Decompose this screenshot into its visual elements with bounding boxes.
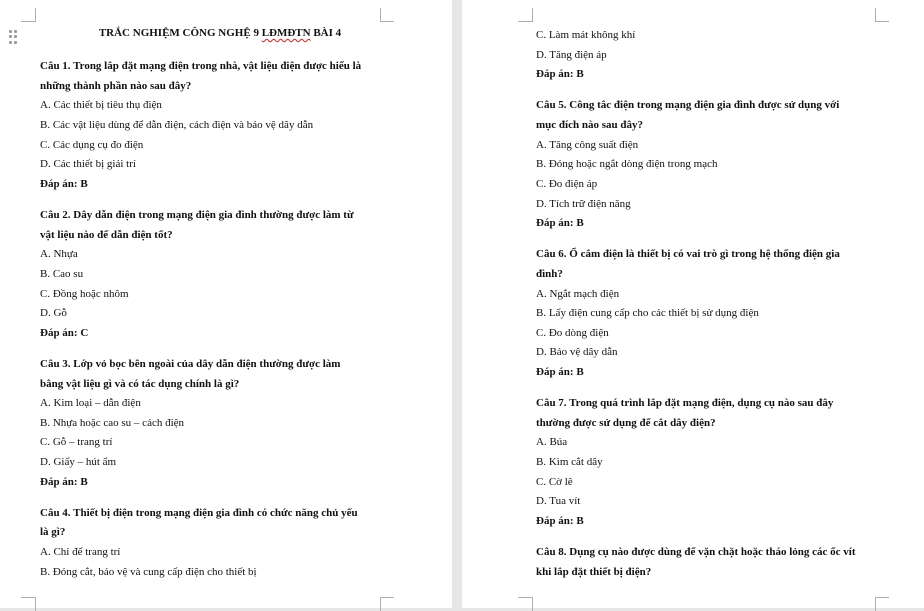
question-1-text: những thành phần nào sau đây? [40, 80, 192, 92]
question-2-option-c: C. Đồng hoặc nhôm [40, 288, 129, 300]
question-4-option-b: B. Đóng cắt, bảo vệ và cung cấp điện cho thiết bị [40, 566, 257, 578]
question-6-option-d: D. Bảo vệ dây dẫn [536, 346, 618, 358]
crop-mark [532, 597, 533, 611]
question-7-text: Câu 7. Trong quá trình lắp đặt mạng điện, dụng cụ nào sau đây [536, 397, 834, 409]
question-2-answer: Đáp án: C [40, 327, 89, 339]
question-3-option-a: A. Kim loại – dẫn điện [40, 397, 141, 409]
crop-mark [875, 8, 876, 22]
crop-mark [532, 8, 533, 22]
crop-mark [380, 8, 381, 22]
question-1-option-b: B. Các vật liệu dùng để dẫn điện, cách điện và bảo vệ dây dẫn [40, 119, 314, 131]
question-3-option-c: C. Gỗ – trang trí [40, 436, 113, 448]
question-6-option-c: C. Đo dòng điện [536, 327, 609, 339]
question-1-answer: Đáp án: B [40, 178, 88, 190]
question-3-answer: Đáp án: B [40, 476, 88, 488]
question-1-option-a: A. Các thiết bị tiêu thụ điện [40, 99, 162, 111]
question-5-option-a: A. Tăng công suất điện [536, 139, 639, 151]
question-4-option-a: A. Chỉ để trang trí [40, 546, 121, 558]
question-6-option-a: A. Ngắt mạch điện [536, 288, 620, 300]
crop-mark [518, 21, 532, 22]
crop-mark [875, 597, 889, 598]
question-4-answer: Đáp án: B [536, 68, 584, 80]
question-1-option-c: C. Các dụng cụ đo điện [40, 139, 144, 151]
question-3-text: bằng vật liệu gì và có tác dụng chính là gì? [40, 378, 240, 390]
question-6-text: Câu 6. Ổ cắm điện là thiết bị có vai trò gì trong hệ thống điện gia [536, 248, 840, 260]
question-8-text: khi lắp đặt thiết bị điện? [536, 566, 652, 578]
crop-mark [35, 597, 36, 611]
crop-mark [380, 597, 381, 611]
question-7-answer: Đáp án: B [536, 515, 584, 527]
question-5-text: Câu 5. Công tắc điện trong mạng điện gia đình được sử dụng với [536, 99, 840, 111]
crop-mark [380, 21, 394, 22]
question-5-option-d: D. Tích trữ điện năng [536, 198, 631, 210]
question-4-text: là gì? [40, 526, 66, 538]
question-2-text: Câu 2. Dây dẫn điện trong mạng điện gia đình thường được làm từ [40, 209, 354, 221]
question-4-option-c: C. Làm mát không khí [536, 29, 636, 41]
question-4-option-d: D. Tăng điện áp [536, 49, 607, 61]
question-5-option-b: B. Đóng hoặc ngắt dòng điện trong mạch [536, 158, 718, 170]
drag-handle-icon[interactable] [9, 30, 17, 44]
question-7-option-b: B. Kìm cắt dây [536, 456, 603, 468]
crop-mark [21, 597, 35, 598]
document-page-left [0, 0, 452, 608]
question-6-answer: Đáp án: B [536, 366, 584, 378]
question-2-option-a: A. Nhựa [40, 248, 78, 260]
question-3-option-d: D. Giấy – hút ẩm [40, 456, 117, 468]
question-5-option-c: C. Đo điện áp [536, 178, 598, 190]
question-6-option-b: B. Lấy điện cung cấp cho các thiết bị sử dụng điện [536, 307, 759, 319]
question-7-option-c: C. Cờ lê [536, 476, 573, 488]
question-2-text: vật liệu nào để dẫn điện tốt? [40, 229, 173, 241]
question-1-option-d: D. Các thiết bị giải trí [40, 158, 136, 170]
question-7-option-a: A. Búa [536, 436, 568, 448]
question-6-text: đình? [536, 268, 563, 280]
crop-mark [875, 21, 889, 22]
question-7-option-d: D. Tua vít [536, 495, 581, 507]
question-7-text: thường được sử dụng để cắt dây điện? [536, 417, 716, 429]
question-4-text: Câu 4. Thiết bị điện trong mạng điện gia đình có chức năng chủ yếu [40, 507, 358, 519]
crop-mark [21, 21, 35, 22]
crop-mark [35, 8, 36, 22]
crop-mark [875, 597, 876, 611]
spellcheck-word: LĐMĐTN [261, 27, 311, 39]
question-3-option-b: B. Nhựa hoặc cao su – cách điện [40, 417, 185, 429]
question-2-option-d: D. Gỗ [40, 307, 67, 319]
document-title: TRẮC NGHIỆM CÔNG NGHỆ 9 LĐMĐTN BÀI 4 [98, 27, 342, 39]
document-page-right [462, 0, 924, 608]
question-5-answer: Đáp án: B [536, 217, 584, 229]
question-1-text: Câu 1. Trong lắp đặt mạng điện trong nhà, vật liệu điện được hiểu là [40, 60, 362, 72]
question-8-text: Câu 8. Dụng cụ nào được dùng để vặn chặt hoặc tháo lỏng các ốc vít [536, 546, 856, 558]
question-5-text: mục đích nào sau đây? [536, 119, 643, 131]
crop-mark [380, 597, 394, 598]
question-3-text: Câu 3. Lớp vỏ bọc bên ngoài của dây dẫn điện thường được làm [40, 358, 341, 370]
crop-mark [518, 597, 532, 598]
question-2-option-b: B. Cao su [40, 268, 84, 280]
